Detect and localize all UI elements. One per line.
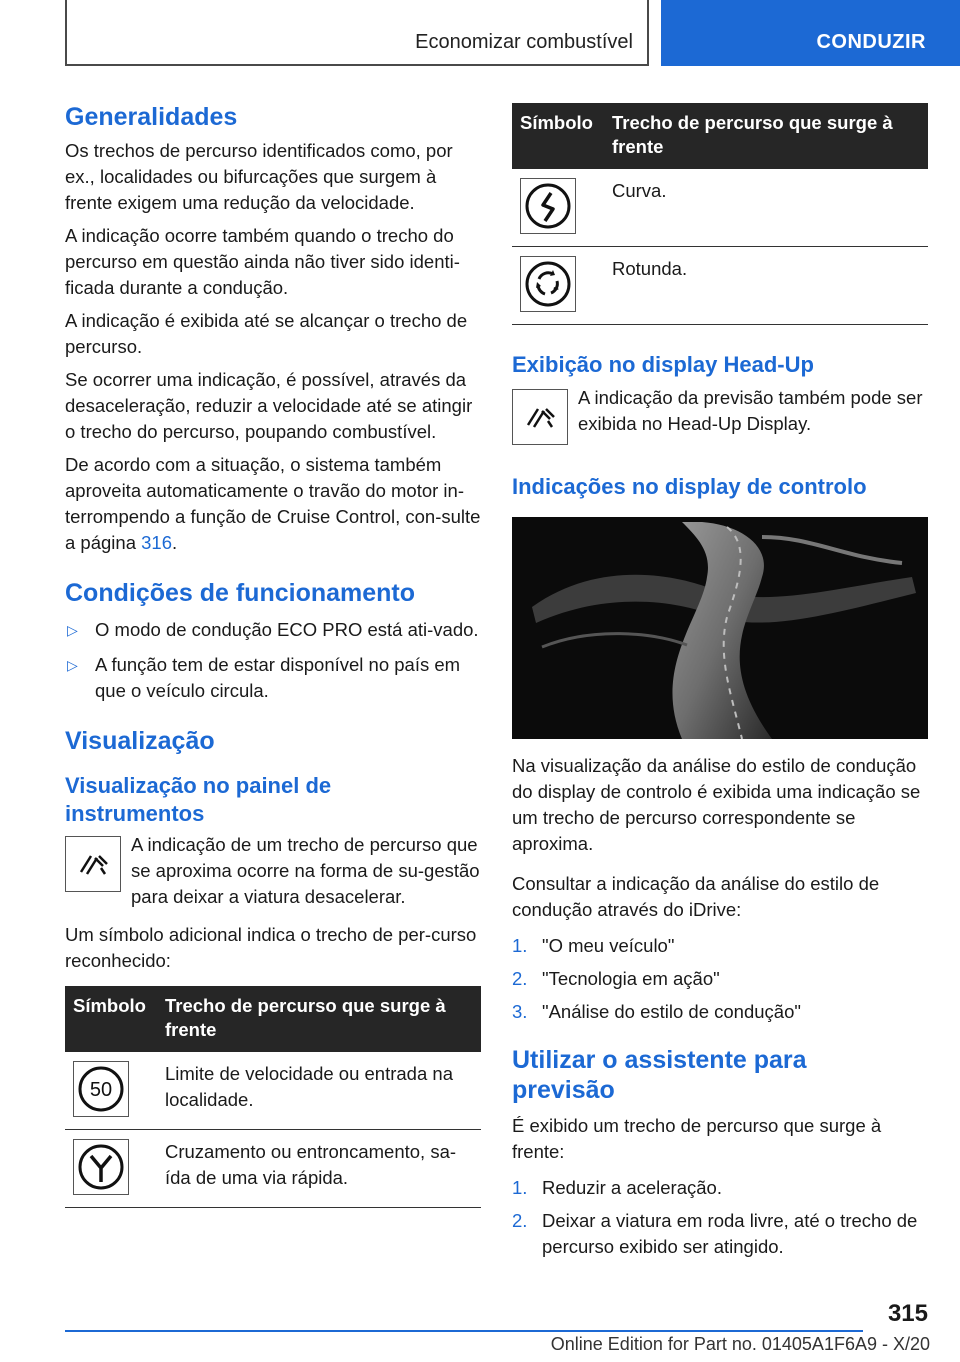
heading-condicoes: Condições de funcionamento	[65, 579, 416, 607]
assistant-steps	[512, 1175, 928, 1260]
step-text: "Tecnologia em ação"	[542, 968, 720, 989]
paragraph-4: Se ocorrer uma indicação, é possível, através da desaceleração, reduzir a velocidade até se atingir o trecho do percurso, poupando combustível.	[65, 369, 473, 442]
triangle-arrow-icon: ▷	[67, 657, 78, 673]
list-item-text: O modo de condução ECO PRO está ati‐vado.	[95, 619, 479, 640]
step-number: 2.	[512, 968, 528, 989]
table-row	[512, 169, 928, 247]
paragraph-controlo: Na visualização da análise do estilo de condução do display de controlo é exibida uma indicação se um trecho de percurso correspondente se aproxima.	[512, 755, 921, 854]
list-item	[512, 999, 928, 1025]
step-number: 1.	[512, 1177, 528, 1198]
page-link-316[interactable]: 316	[141, 532, 172, 553]
paragraph-consultar: Consultar a indicação da análise do estilo de condução através do iDrive:	[512, 873, 880, 920]
heading-generalidades: Generalidades	[65, 103, 238, 131]
control-display-road-image	[512, 517, 928, 739]
list-item	[65, 652, 481, 704]
section-header	[65, 0, 649, 66]
footer-divider	[65, 1330, 863, 1332]
heading-controlo: Indicações no display de controlo	[512, 474, 867, 499]
symbol-table-right	[512, 103, 928, 325]
curve-icon	[520, 178, 576, 234]
paragraph-3: A indicação é exibida até se alcançar o trecho de percurso.	[65, 310, 468, 357]
roundabout-icon	[520, 256, 576, 312]
heading-assistente: Utilizar o assistente para previsão	[512, 1046, 807, 1104]
table-row	[65, 1052, 481, 1130]
paragraph-5	[65, 452, 481, 556]
headup-text: A indicação da previsão também pode ser exibida no Head-Up Display.	[578, 387, 923, 434]
paragraph-1: Os trechos de percurso identificados como, por ex., localidades ou bifurcações que surgem à frente exigem uma redução da velocidade.	[65, 140, 453, 213]
triangle-arrow-icon: ▷	[67, 622, 78, 638]
table-header-symbol: Símbolo	[512, 103, 604, 169]
left-column	[65, 100, 481, 1208]
road-ahead-icon	[65, 836, 121, 892]
paragraph-5-end: .	[172, 532, 178, 553]
list-item-text: A função tem de estar disponível no país em que o veículo circula.	[95, 654, 461, 701]
step-number: 1.	[512, 935, 528, 956]
conditions-list	[65, 617, 481, 704]
step-text: Reduzir a aceleração.	[542, 1177, 722, 1198]
table-header-description: Trecho de percurso que surge à frente	[157, 986, 481, 1052]
junction-icon	[73, 1139, 129, 1195]
chapter-title: CONDUZIR	[816, 31, 926, 53]
table-cell-text: Rotunda.	[604, 247, 928, 325]
paragraph-assistente: É exibido um trecho de percurso que surge à frente:	[512, 1115, 882, 1162]
table-cell-text: Cruzamento ou entroncamento, sa‐ída de uma via rápida.	[157, 1130, 481, 1208]
heading-headup: Exibição no display Head-Up	[512, 352, 814, 377]
symbol-table-left	[65, 986, 481, 1208]
list-item	[512, 1208, 928, 1260]
speed-limit-50-icon	[73, 1061, 129, 1117]
list-item	[65, 617, 481, 643]
list-item	[512, 933, 928, 959]
page-number: 315	[887, 1300, 928, 1327]
list-item	[512, 966, 928, 992]
step-text: "O meu veículo"	[542, 935, 675, 956]
list-item	[512, 1175, 928, 1201]
step-text: Deixar a viatura em roda livre, até o trecho de percurso exibido ser atingido.	[542, 1210, 918, 1257]
chapter-tab	[661, 0, 960, 66]
painel-text: A indicação de um trecho de percurso que se aproxima ocorre na forma de su‐gestão para deixar a viatura desacelerar.	[131, 834, 480, 907]
road-ahead-icon	[512, 389, 568, 445]
table-header-description: Trecho de percurso que surge à frente	[604, 103, 928, 169]
painel-indicator-row	[65, 836, 481, 910]
paragraph-2: A indicação ocorre também quando o trecho do percurso em questão ainda não tiver sido identi‐ficada durante a condução.	[65, 225, 460, 298]
table-header-symbol: Símbolo	[65, 986, 157, 1052]
section-title: Economizar combustível	[415, 31, 633, 53]
symbol-intro: Um símbolo adicional indica o trecho de per‐curso reconhecido:	[65, 924, 477, 971]
idrive-steps	[512, 933, 928, 1025]
paragraph-5-text: De acordo com a situação, o sistema também aproveita automaticamente o travão do motor in‐terrompendo a função de Cruise Control, con‐sulte a página	[65, 454, 481, 553]
table-cell-text: Curva.	[604, 169, 928, 247]
heading-visualizacao: Visualização	[65, 727, 215, 755]
footer-edition: Online Edition for Part no. 01405A1F6A9 - X/20	[550, 1334, 930, 1354]
step-number: 3.	[512, 1001, 528, 1022]
heading-painel: Visualização no painel de instrumentos	[65, 773, 332, 826]
table-row	[65, 1130, 481, 1208]
table-cell-text: Limite de velocidade ou entrada na localidade.	[157, 1052, 481, 1130]
svg-text:50: 50	[89, 1079, 113, 1101]
step-number: 2.	[512, 1210, 528, 1231]
table-row	[512, 247, 928, 325]
right-column	[512, 103, 928, 1260]
headup-indicator-row	[512, 389, 928, 445]
step-text: "Análise do estilo de condução"	[542, 1001, 801, 1022]
